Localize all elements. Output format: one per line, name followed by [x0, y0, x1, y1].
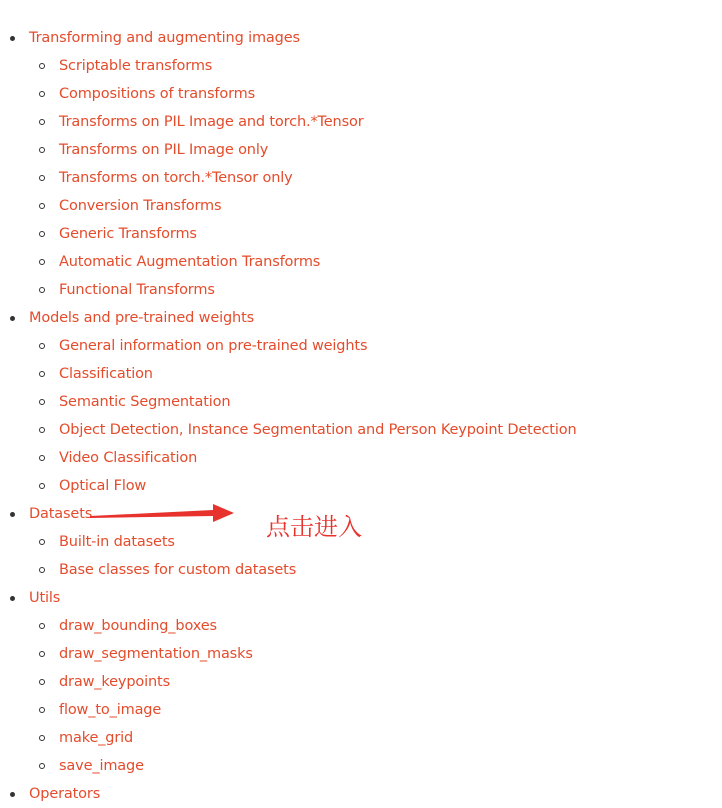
toc-item-transforms-pil-only — [0, 136, 576, 164]
toc-link[interactable]: Classification — [59, 366, 153, 382]
toc-item-semantic-segmentation — [0, 388, 576, 416]
toc-item-object-detection — [0, 416, 576, 444]
toc-item-draw-bounding-boxes — [0, 612, 576, 640]
toc-link[interactable]: Semantic Segmentation — [59, 394, 231, 410]
toc-link[interactable]: Scriptable transforms — [59, 58, 213, 74]
toc-item-utils — [0, 584, 576, 612]
click-to-enter-annotation: 点击进入 — [266, 513, 362, 541]
toc-link[interactable]: Base classes for custom datasets — [59, 562, 297, 578]
toc-link[interactable]: Automatic Augmentation Transforms — [59, 254, 321, 270]
toc-link[interactable]: draw_bounding_boxes — [59, 618, 217, 634]
toc-item-general-information-pretrained-weights — [0, 332, 576, 360]
toc-item-draw-segmentation-masks — [0, 640, 576, 668]
red-arrow-right-icon — [88, 503, 236, 525]
toc-link[interactable]: Transforming and augmenting images — [29, 30, 300, 46]
toc-link[interactable]: draw_segmentation_masks — [59, 646, 253, 662]
toc-link[interactable]: save_image — [59, 758, 144, 774]
toc-link[interactable]: Datasets — [29, 506, 93, 522]
toc-item-generic-transforms — [0, 220, 576, 248]
toc-item-video-classification — [0, 444, 576, 472]
toc-link[interactable]: Transforms on torch.*Tensor only — [59, 170, 293, 186]
toc-item-conversion-transforms — [0, 192, 576, 220]
toc-link[interactable]: Operators — [29, 786, 101, 802]
toc-item-transforms-tensor-only — [0, 164, 576, 192]
toc-link[interactable]: Models and pre-trained weights — [29, 310, 255, 326]
toc-item-scriptable-transforms — [0, 52, 576, 80]
toc-link[interactable]: Conversion Transforms — [59, 198, 222, 214]
toc-item-draw-keypoints — [0, 668, 576, 696]
toc-link[interactable]: Generic Transforms — [59, 226, 197, 242]
toc-item-models-and-pretrained-weights — [0, 304, 576, 332]
toc-item-transforms-pil-and-tensor — [0, 108, 576, 136]
toc-link[interactable]: make_grid — [59, 730, 134, 746]
toc-link[interactable]: Optical Flow — [59, 478, 147, 494]
toc-list — [0, 24, 576, 808]
toc-item-classification — [0, 360, 576, 388]
toc-item-transforming-and-augmenting-images — [0, 24, 576, 52]
toc-item-flow-to-image — [0, 696, 576, 724]
toc-link[interactable]: Transforms on PIL Image only — [59, 142, 269, 158]
toc-link[interactable]: General information on pre-trained weights — [59, 338, 368, 354]
toc-link[interactable]: draw_keypoints — [59, 674, 170, 690]
toc-item-base-classes-custom-datasets — [0, 556, 576, 584]
toc-link[interactable]: Object Detection, Instance Segmentation and Person Keypoint Detection — [59, 422, 577, 438]
toc-item-operators — [0, 780, 576, 808]
toc-link[interactable]: Compositions of transforms — [59, 86, 256, 102]
toc-link[interactable]: Utils — [29, 590, 61, 606]
toc-link[interactable]: Functional Transforms — [59, 282, 215, 298]
toc-item-save-image — [0, 752, 576, 780]
toc-item-compositions-of-transforms — [0, 80, 576, 108]
toc-item-functional-transforms — [0, 276, 576, 304]
toc-item-optical-flow — [0, 472, 576, 500]
toc-link[interactable]: Video Classification — [59, 450, 198, 466]
toc-link[interactable]: Built-in datasets — [59, 534, 175, 550]
toc-link[interactable]: flow_to_image — [59, 702, 162, 718]
toc-link[interactable]: Transforms on PIL Image and torch.*Tensor — [59, 114, 364, 130]
toc-item-automatic-augmentation-transforms — [0, 248, 576, 276]
toc-item-make-grid — [0, 724, 576, 752]
